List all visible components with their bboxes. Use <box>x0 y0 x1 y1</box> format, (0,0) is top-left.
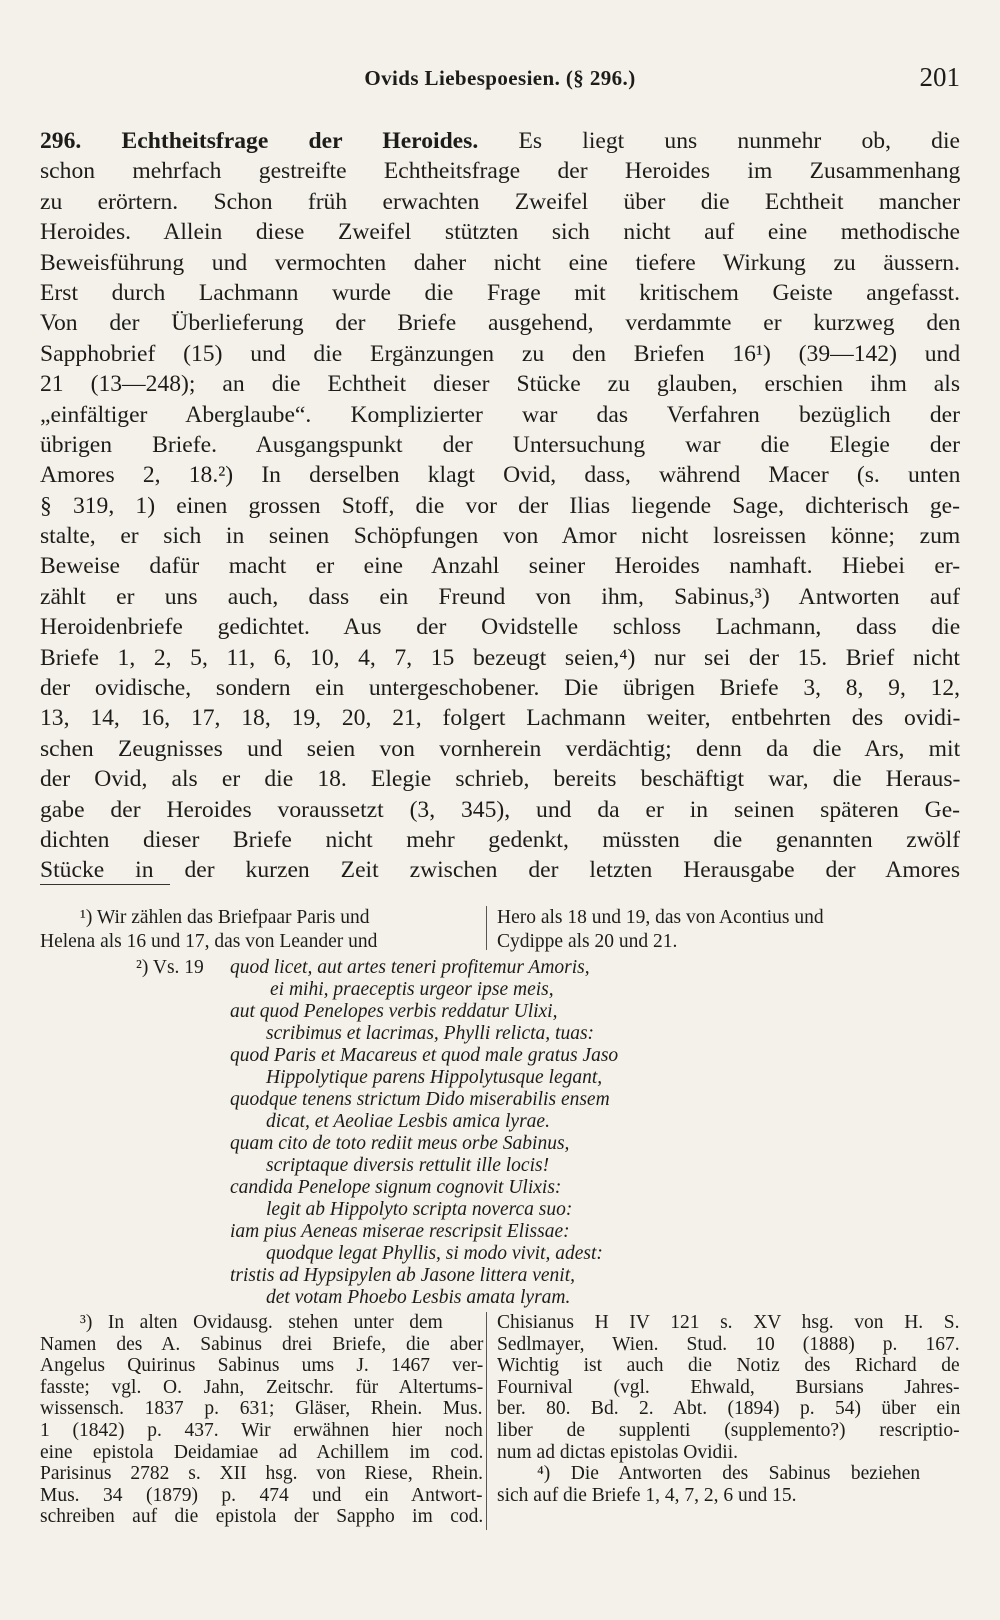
page-number: 201 <box>919 62 960 92</box>
verse-line: ei mihi, praeceptis urgeor ipse meis, <box>270 979 554 1000</box>
verse-line <box>136 958 204 979</box>
body-line: zählt er uns auch, dass ein Freund von ihm, Sabinus,³) Antworten auf <box>40 583 960 610</box>
body-line: Amores 2, 18.²) In derselben klagt Ovid, dass, während Macer (s. unten <box>40 462 960 489</box>
section-title: Echtheitsfrage der Heroides. <box>121 128 479 154</box>
footnote-line: Wichtig ist auch die Notiz des Richard de <box>497 1355 960 1377</box>
body-line: 21 (13—248); an die Echtheit dieser Stücke zu glauben, erschien ihm als <box>40 371 960 398</box>
footnote-line: ⁴) Die Antworten des Sabinus beziehen <box>537 1463 921 1485</box>
footnote-line: liber de supplenti (supplemento?) rescriptio- <box>497 1419 960 1441</box>
running-head: Ovids Liebespoesien. (§ 296.) <box>364 66 636 90</box>
footnote-line: Namen des A. Sabinus drei Briefe, die aber <box>40 1333 484 1355</box>
footnote-1-right-column <box>497 906 960 954</box>
verse-line: quam cito de toto rediit meus orbe Sabinus, <box>230 1133 570 1154</box>
footnote-3-right-column <box>497 1312 960 1506</box>
footnote-line: ber. 80. Bd. 2. Abt. (1894) p. 54) über ein <box>497 1398 961 1420</box>
section-body <box>40 126 960 886</box>
body-line: zu erörtern. Schon früh erwachten Zweifel über die Echtheit mancher <box>40 188 960 215</box>
body-line: übrigen Briefe. Ausgangspunkt der Untersuchung war die Elegie der <box>40 431 960 458</box>
footnote-line: schreiben auf die epistola der Sappho im cod. <box>40 1506 484 1528</box>
body-line: dichten dieser Briefe nicht mehr gedenkt, müssten die genannten zwölf <box>40 826 960 853</box>
footnote-line: Angelus Quirinus Sabinus ums J. 1467 ver- <box>40 1355 484 1377</box>
footnote-line: sich auf die Briefe 1, 4, 7, 2, 6 und 15. <box>497 1484 797 1506</box>
verse-line: quod Paris et Macareus et quod male gratus Jaso <box>230 1045 619 1066</box>
verse-line: quodque legat Phyllis, si modo vivit, adest: <box>266 1243 603 1264</box>
body-line: „einfältiger Aberglaube“. Komplizierter war das Verfahren bezüglich der <box>40 401 960 428</box>
body-line: der Ovid, als er die 18. Elegie schrieb, bereits beschäftigt war, die Heraus- <box>40 766 960 793</box>
body-line: § 319, 1) einen grossen Stoff, die vor der Ilias liegende Sage, dichterisch ge- <box>40 492 960 519</box>
body-line: Es liegt uns nunmehr ob, die <box>518 128 960 154</box>
footnote-line: Fournival (vgl. Ehwald, Bursians Jahres- <box>497 1376 960 1398</box>
column-divider <box>486 906 487 950</box>
verse-line: det votam Phoebo Lesbis amata lyram. <box>266 1287 571 1308</box>
page-header <box>40 62 960 100</box>
verse-line: scriptaque diversis rettulit ille locis! <box>266 1155 550 1176</box>
body-line: Von der Überlieferung der Briefe ausgehend, verdammte er kurzweg den <box>40 310 960 337</box>
body-line: stalte, er sich in seinen Schöpfungen von Amor nicht losreissen könne; zum <box>40 523 960 550</box>
verse-line: Hippolytique parens Hippolytusque legant, <box>266 1067 603 1088</box>
verse-line: quodque tenens strictum Dido miserabilis ensem <box>230 1089 610 1110</box>
footnote-line: Hero als 18 und 19, das von Acontius und <box>497 907 824 928</box>
footnote-line: Chisianus H IV 121 s. XV hsg. von H. S. <box>497 1312 960 1333</box>
footnote-line: Sedlmayer, Wien. Stud. 10 (1888) p. 167. <box>497 1333 960 1355</box>
body-line: Heroidenbriefe gedichtet. Aus der Ovidstelle schloss Lachmann, dass die <box>40 614 960 641</box>
body-line: Beweise dafür macht er eine Anzahl seiner Heroides namhaft. Hiebei er- <box>40 553 960 580</box>
verse-line: dicat, et Aeoliae Lesbis amica lyrae. <box>266 1111 550 1132</box>
verse-line: legit ab Hippolyto scripta noverca suo: <box>266 1199 573 1220</box>
footnote-line: 1 (1842) p. 437. Wir erwähnen hier noch <box>40 1419 483 1441</box>
footnote-1-left-column <box>40 906 483 954</box>
footnote-2-label: ²) Vs. 19 <box>136 957 204 978</box>
footnote-line: ³) In alten Ovidausg. stehen unter dem <box>80 1312 443 1333</box>
body-line: Heroides. Allein diese Zweifel stützten sich nicht auf eine methodische <box>40 219 960 246</box>
footnote-separator <box>40 884 170 885</box>
footnote-line: fasste; vgl. O. Jahn, Zeitschr. für Altertums- <box>40 1376 484 1398</box>
body-line: Erst durch Lachmann wurde die Frage mit kritischem Geiste angefasst. <box>40 279 960 306</box>
body-line: Stücke in der kurzen Zeit zwischen der letzten Herausgabe der Amores <box>40 857 960 884</box>
verse-line: tristis ad Hypsipylen ab Jasone littera venit, <box>230 1265 575 1286</box>
body-line: der ovidische, sondern ein untergeschobener. Die übrigen Briefe 3, 8, 9, 12, <box>40 675 960 702</box>
footnote-line: num ad dictas epistolas Ovidii. <box>497 1441 739 1463</box>
body-line: Beweisführung und vermochten daher nicht eine tiefere Wirkung zu äussern. <box>40 249 960 276</box>
verse-line: iam pius Aeneas miserae rescripsit Elissae: <box>230 1221 570 1242</box>
verse-line: scribimus et lacrimas, Phylli relicta, tuas: <box>266 1023 595 1044</box>
footnote-3-left-column <box>40 1312 483 1528</box>
footnote-line: Parisinus 2782 s. XII hsg. von Riese, Rhein. <box>40 1463 484 1485</box>
verse-line: aut quod Penelopes verbis reddatur Ulixi, <box>230 1001 558 1022</box>
body-line: 13, 14, 16, 17, 18, 19, 20, 21, folgert Lachmann weiter, entbehrten des ovidi- <box>40 705 960 732</box>
body-line: Briefe 1, 2, 5, 11, 6, 10, 4, 7, 15 bezeugt seien,⁴) nur sei der 15. Brief nicht <box>40 644 960 671</box>
body-line: schon mehrfach gestreifte Echtheitsfrage der Heroides im Zusammenhang <box>40 158 960 185</box>
body-line: gabe der Heroides voraussetzt (3, 345), und da er in seinen späteren Ge- <box>40 796 960 823</box>
footnote-line: Helena als 16 und 17, das von Leander und <box>40 931 378 952</box>
footnote-line: Mus. 34 (1879) p. 474 und ein Antwort- <box>40 1484 483 1506</box>
footnote-line: ¹) Wir zählen das Briefpaar Paris und <box>80 907 370 928</box>
section-first-line <box>40 126 960 156</box>
body-line: Sapphobrief (15) und die Ergänzungen zu den Briefen 16¹) (39—142) und <box>40 340 960 367</box>
section-number: 296. <box>40 128 82 154</box>
footnote-line: Cydippe als 20 und 21. <box>497 931 678 952</box>
body-line: schen Zeugnisses und seien von vornherein verdächtig; denn da die Ars, mit <box>40 735 960 762</box>
column-divider <box>486 1312 487 1530</box>
footnote-line: eine epistola Deidamiae ad Achillem im cod. <box>40 1441 484 1463</box>
verse-line: quod licet, aut artes teneri profitemur Amoris, <box>230 957 590 978</box>
verse-line: candida Penelope signum cognovit Ulixis: <box>230 1177 562 1198</box>
footnote-line: wissensch. 1837 p. 631; Gläser, Rhein. Mus. <box>40 1398 483 1420</box>
